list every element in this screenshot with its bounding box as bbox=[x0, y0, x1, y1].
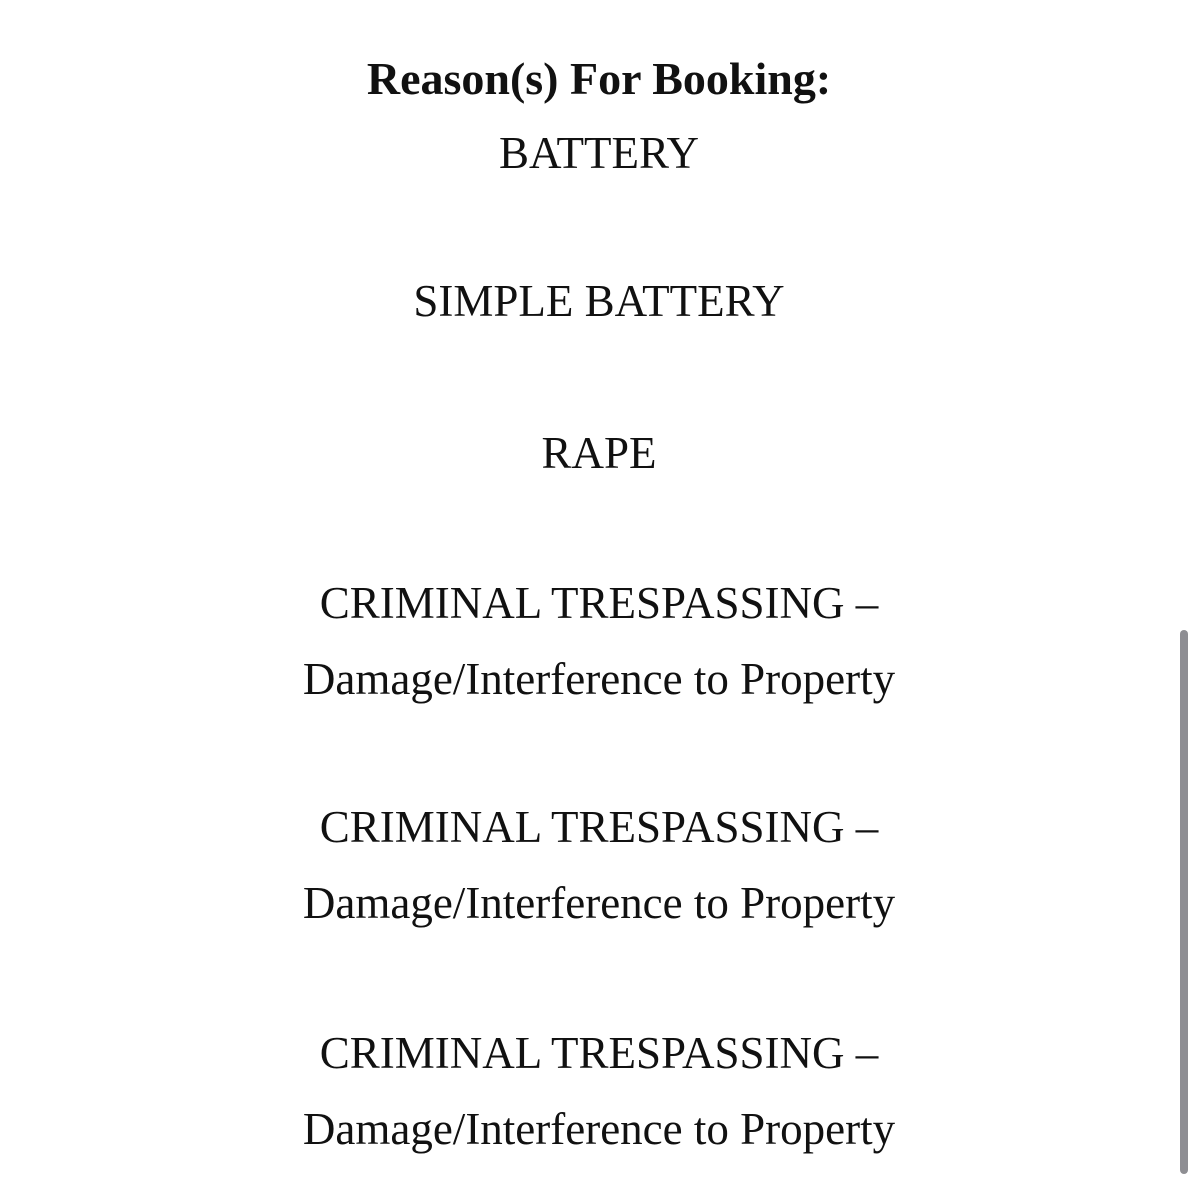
booking-reasons-heading: Reason(s) For Booking: bbox=[366, 53, 832, 104]
charge-6-title: CRIMINAL TRESPASSING – bbox=[319, 1028, 879, 1078]
vertical-scrollbar-thumb[interactable] bbox=[1180, 630, 1188, 1174]
charge-3: RAPE bbox=[541, 428, 657, 478]
charge-5-title: CRIMINAL TRESPASSING – bbox=[319, 802, 879, 852]
charge-2: SIMPLE BATTERY bbox=[413, 276, 785, 326]
charge-4-title: CRIMINAL TRESPASSING – bbox=[319, 578, 879, 628]
charge-5-detail: Damage/Interference to Property bbox=[302, 878, 896, 928]
charge-6-detail: Damage/Interference to Property bbox=[302, 1104, 896, 1154]
charge-4-detail: Damage/Interference to Property bbox=[302, 654, 896, 704]
charge-1: BATTERY bbox=[498, 128, 700, 178]
